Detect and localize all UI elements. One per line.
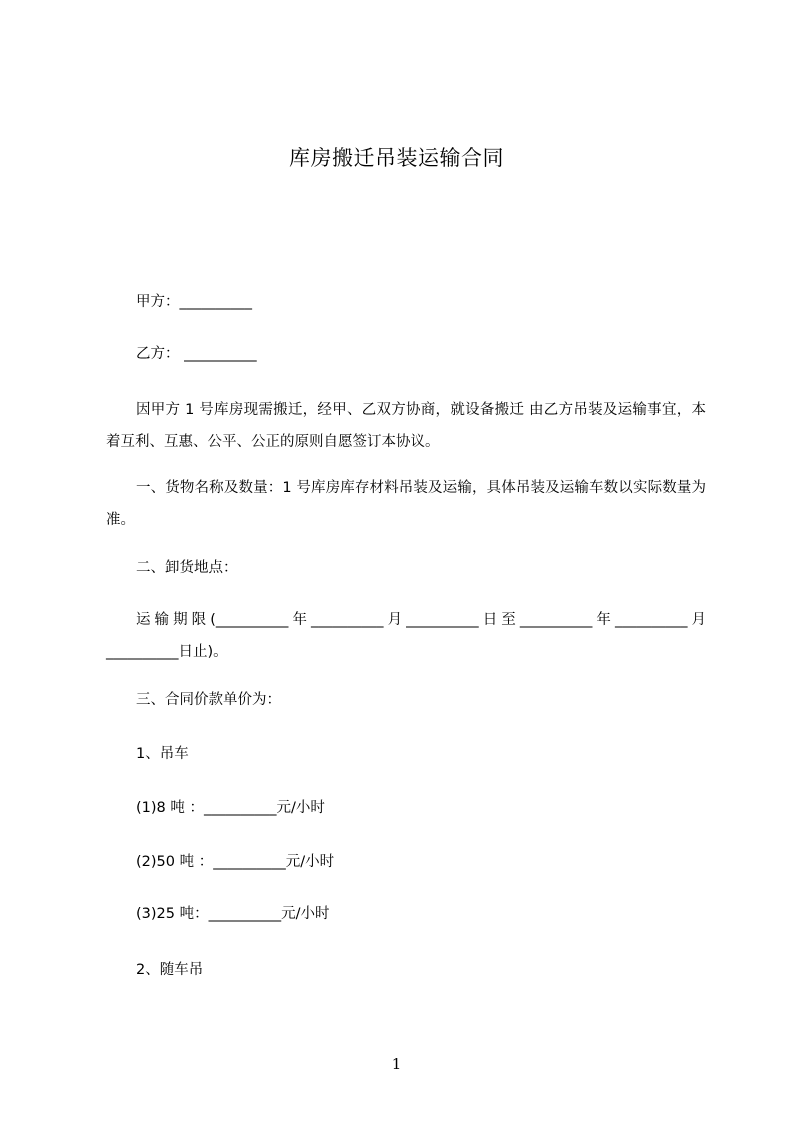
item-crane-50t: (2)50 吨 ：__________元/小时 [136,854,335,870]
document-title: 库房搬迁吊装运输合同 [289,146,504,170]
item-crane-8t: (1)8 吨 ：__________元/小时 [136,800,325,816]
intro-paragraph: 因甲方 1 号库房现需搬迁，经甲、乙双方协商，就设备搬迁 由乙方吊装及运输事宜，本着互利、互惠、公平、公正的原则自愿签订本协议。 [106,402,706,450]
clause-goods-quantity: 一、货物名称及数量：1 号库房库存材料吊装及运输，具体吊装及运输车数以实际数量为准。 [106,480,706,528]
transport-period-paragraph: 运输期限(__________年__________月__________日至__________年__________月__________日止)。 [106,612,706,660]
item-truck-crane-heading: 2、随车吊 [136,962,204,978]
item-crane-heading: 1、吊车 [136,746,189,762]
party-a-line: 甲方：__________ [136,294,252,310]
page-number: 1 [391,1055,402,1073]
clause-unloading-location: 二、卸货地点： [136,560,238,576]
clause-contract-price: 三、合同价款单价为： [136,692,281,708]
item-crane-25t: (3)25 吨：__________元/小时 [136,906,330,922]
party-b-line: 乙方： __________ [136,346,257,362]
